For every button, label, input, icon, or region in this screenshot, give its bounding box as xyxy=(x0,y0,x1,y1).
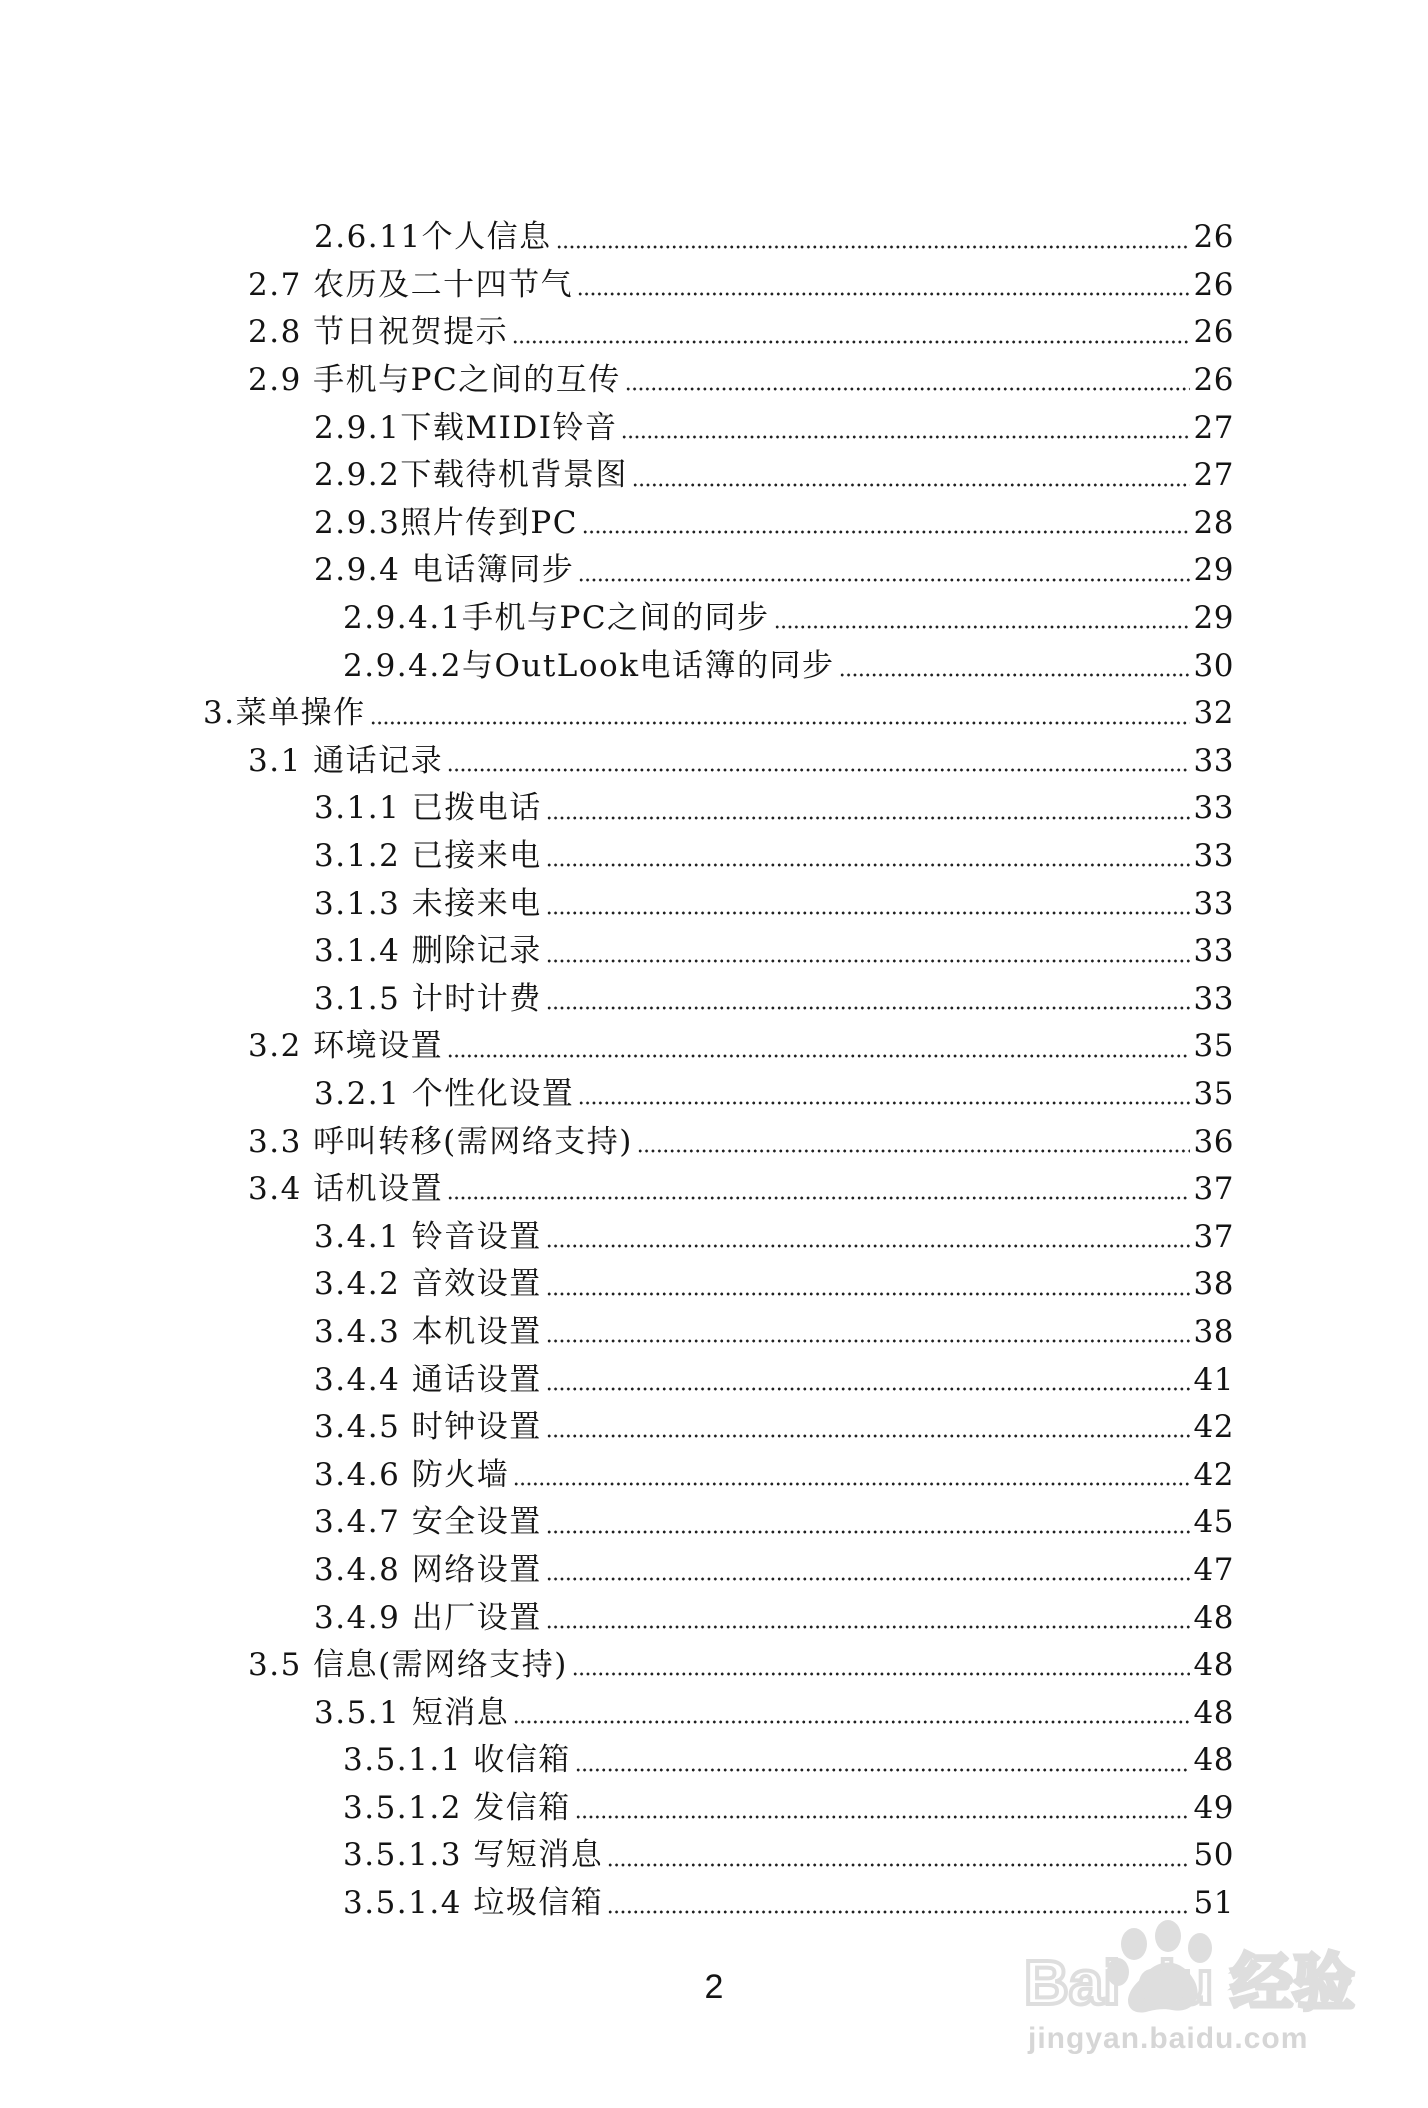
toc-dot-leader xyxy=(447,1049,1189,1059)
toc-entry-page-number: 48 xyxy=(1193,1599,1234,1636)
toc-dot-leader xyxy=(546,1572,1190,1582)
toc-entry-title: 2.9.4.2与OutLook电话簿的同步 xyxy=(343,647,835,684)
toc-entry xyxy=(0,880,1428,928)
toc-entry xyxy=(0,1356,1428,1404)
toc-dot-leader xyxy=(546,811,1190,821)
toc-entry-title: 3.4.6 防火墙 xyxy=(314,1456,510,1493)
toc-entry xyxy=(0,690,1428,738)
toc-entry xyxy=(0,1166,1428,1214)
toc-dot-leader xyxy=(546,906,1190,916)
toc-entry xyxy=(0,1832,1428,1880)
toc-entry xyxy=(0,500,1428,548)
toc-entry-title: 2.9.1下载MIDI铃音 xyxy=(314,409,618,446)
toc-entry-title: 3.菜单操作 xyxy=(203,695,366,732)
toc-entry xyxy=(0,1451,1428,1499)
toc-entry-title: 2.9.2下载待机背景图 xyxy=(314,457,628,494)
toc-entry xyxy=(0,738,1428,786)
toc-entry-title: 2.9.4.1手机与PC之间的同步 xyxy=(343,600,770,637)
toc-entry-title: 3.4.9 出厂设置 xyxy=(314,1599,542,1636)
toc-entry-page-number: 33 xyxy=(1193,790,1234,827)
toc-dot-leader xyxy=(546,954,1190,964)
toc-entry xyxy=(0,928,1428,976)
toc-dot-leader xyxy=(513,1477,1189,1487)
toc-entry-title: 3.2.1 个性化设置 xyxy=(314,1075,575,1112)
toc-entry xyxy=(0,452,1428,500)
toc-dot-leader xyxy=(546,858,1190,868)
toc-entry-page-number: 41 xyxy=(1193,1361,1234,1398)
toc-dot-leader xyxy=(546,1620,1190,1630)
toc-entry-title: 3.4.3 本机设置 xyxy=(314,1313,542,1350)
toc-entry xyxy=(0,1689,1428,1737)
toc-dot-leader xyxy=(546,1382,1190,1392)
toc-entry-page-number: 38 xyxy=(1193,1313,1234,1350)
toc-entry-title: 2.9.4 电话簿同步 xyxy=(314,552,575,589)
toc-entry-title: 2.6.11个人信息 xyxy=(314,219,552,256)
toc-entry-title: 3.3 呼叫转移(需网络支持) xyxy=(248,1123,633,1160)
toc-entry-page-number: 50 xyxy=(1193,1837,1234,1874)
toc-entry-page-number: 49 xyxy=(1193,1789,1234,1826)
toc-entry-title: 3.5.1.4 垃圾信箱 xyxy=(343,1885,604,1922)
toc-entry-page-number: 48 xyxy=(1193,1694,1234,1731)
toc-entry-title: 3.1.5 计时计费 xyxy=(314,980,542,1017)
toc-entry-title: 3.5.1.3 写短消息 xyxy=(343,1837,604,1874)
baidu-jingyan-watermark xyxy=(1022,1918,1362,2068)
toc-entry-title: 3.1.2 已接来电 xyxy=(314,838,542,875)
toc-entry xyxy=(0,309,1428,357)
toc-dot-leader xyxy=(546,1239,1190,1249)
toc-dot-leader xyxy=(546,1429,1190,1439)
toc-entry-title: 2.7 农历及二十四节气 xyxy=(248,266,574,303)
toc-entry xyxy=(0,1404,1428,1452)
toc-entry-page-number: 26 xyxy=(1193,362,1234,399)
toc-entry-page-number: 37 xyxy=(1193,1218,1234,1255)
toc-entry-page-number: 26 xyxy=(1193,314,1234,351)
table-of-contents xyxy=(0,214,1428,1927)
toc-dot-leader xyxy=(513,1715,1189,1725)
toc-dot-leader xyxy=(556,240,1190,250)
toc-entry xyxy=(0,1118,1428,1166)
toc-entry-title: 3.1.4 删除记录 xyxy=(314,933,542,970)
toc-dot-leader xyxy=(637,1144,1190,1154)
toc-entry xyxy=(0,1261,1428,1309)
toc-entry xyxy=(0,1309,1428,1357)
toc-entry xyxy=(0,404,1428,452)
toc-dot-leader xyxy=(577,287,1189,297)
toc-entry xyxy=(0,1499,1428,1547)
toc-entry-page-number: 29 xyxy=(1193,552,1234,589)
toc-entry-page-number: 33 xyxy=(1193,742,1234,779)
toc-entry xyxy=(0,642,1428,690)
toc-entry xyxy=(0,262,1428,310)
toc-entry-title: 3.2 环境设置 xyxy=(248,1028,444,1065)
toc-dot-leader xyxy=(546,1001,1190,1011)
toc-entry-page-number: 27 xyxy=(1193,409,1234,446)
toc-entry-page-number: 45 xyxy=(1193,1504,1234,1541)
toc-dot-leader xyxy=(578,1096,1189,1106)
toc-entry-title: 3.4 话机设置 xyxy=(248,1171,444,1208)
toc-entry-title: 3.4.7 安全设置 xyxy=(314,1504,542,1541)
toc-entry-page-number: 36 xyxy=(1193,1123,1234,1160)
toc-entry xyxy=(0,1642,1428,1690)
toc-dot-leader xyxy=(572,1667,1190,1677)
toc-entry-title: 3.4.4 通话设置 xyxy=(314,1361,542,1398)
toc-entry-title: 3.5 信息(需网络支持) xyxy=(248,1647,568,1684)
toc-dot-leader xyxy=(607,1905,1189,1915)
toc-entry-page-number: 33 xyxy=(1193,933,1234,970)
toc-dot-leader xyxy=(632,478,1190,488)
toc-dot-leader xyxy=(512,335,1189,345)
toc-entry xyxy=(0,785,1428,833)
toc-entry xyxy=(0,357,1428,405)
watermark-logo-text: Bai du 经验 xyxy=(1024,1949,1355,2018)
toc-entry-title: 3.4.1 铃音设置 xyxy=(314,1218,542,1255)
toc-entry-page-number: 37 xyxy=(1193,1171,1234,1208)
baidu-paw-logo-icon xyxy=(1022,1918,1362,2028)
toc-entry xyxy=(0,1547,1428,1595)
toc-entry-page-number: 32 xyxy=(1193,695,1234,732)
toc-entry-page-number: 35 xyxy=(1193,1075,1234,1112)
toc-dot-leader xyxy=(625,382,1190,392)
toc-entry-page-number: 42 xyxy=(1193,1456,1234,1493)
toc-entry-title: 3.1.3 未接来电 xyxy=(314,885,542,922)
toc-entry xyxy=(0,214,1428,262)
toc-entry-page-number: 51 xyxy=(1193,1885,1234,1922)
toc-entry-title: 3.4.2 音效设置 xyxy=(314,1266,542,1303)
toc-dot-leader xyxy=(839,668,1190,678)
toc-entry-title: 3.5.1.2 发信箱 xyxy=(343,1789,571,1826)
toc-entry-page-number: 38 xyxy=(1193,1266,1234,1303)
toc-dot-leader xyxy=(546,1287,1190,1297)
toc-entry-title: 3.1 通话记录 xyxy=(248,742,444,779)
toc-entry-page-number: 29 xyxy=(1193,600,1234,637)
toc-entry-page-number: 30 xyxy=(1193,647,1234,684)
page-number: 2 xyxy=(704,1968,724,2006)
toc-dot-leader xyxy=(447,1191,1189,1201)
toc-entry xyxy=(0,1213,1428,1261)
toc-entry xyxy=(0,1594,1428,1642)
toc-dot-leader xyxy=(774,620,1190,630)
toc-entry-title: 3.4.8 网络设置 xyxy=(314,1551,542,1588)
toc-entry xyxy=(0,1785,1428,1833)
toc-dot-leader xyxy=(575,1810,1190,1820)
toc-entry-page-number: 26 xyxy=(1193,266,1234,303)
toc-dot-leader xyxy=(546,1525,1190,1535)
toc-entry-page-number: 27 xyxy=(1193,457,1234,494)
toc-entry xyxy=(0,1737,1428,1785)
toc-dot-leader xyxy=(575,1763,1190,1773)
toc-dot-leader xyxy=(578,573,1189,583)
toc-entry-title: 3.1.1 已拨电话 xyxy=(314,790,542,827)
watermark-url: jingyan.baidu.com xyxy=(1028,2022,1309,2055)
toc-entry-page-number: 35 xyxy=(1193,1028,1234,1065)
toc-entry-page-number: 33 xyxy=(1193,885,1234,922)
toc-dot-leader xyxy=(607,1858,1189,1868)
toc-entry-title: 2.8 节日祝贺提示 xyxy=(248,314,509,351)
toc-entry xyxy=(0,547,1428,595)
toc-entry-title: 3.5.1 短消息 xyxy=(314,1694,510,1731)
toc-entry-title: 3.5.1.1 收信箱 xyxy=(343,1742,571,1779)
toc-entry-title: 2.9 手机与PC之间的互传 xyxy=(248,362,621,399)
toc-entry-page-number: 33 xyxy=(1193,980,1234,1017)
toc-dot-leader xyxy=(621,430,1189,440)
toc-dot-leader xyxy=(546,1334,1190,1344)
toc-entry-title: 3.4.5 时钟设置 xyxy=(314,1409,542,1446)
toc-entry xyxy=(0,976,1428,1024)
toc-entry-page-number: 42 xyxy=(1193,1409,1234,1446)
toc-entry-page-number: 47 xyxy=(1193,1551,1234,1588)
toc-entry xyxy=(0,595,1428,643)
toc-dot-leader xyxy=(582,525,1190,535)
toc-entry-page-number: 33 xyxy=(1193,838,1234,875)
toc-dot-leader xyxy=(447,763,1189,773)
toc-entry-page-number: 48 xyxy=(1193,1647,1234,1684)
toc-entry xyxy=(0,1023,1428,1071)
toc-entry-page-number: 26 xyxy=(1193,219,1234,256)
toc-entry-title: 2.9.3照片传到PC xyxy=(314,504,578,541)
toc-entry xyxy=(0,833,1428,881)
toc-entry xyxy=(0,1071,1428,1119)
toc-entry-page-number: 28 xyxy=(1193,504,1234,541)
toc-entry-page-number: 48 xyxy=(1193,1742,1234,1779)
toc-dot-leader xyxy=(370,716,1190,726)
